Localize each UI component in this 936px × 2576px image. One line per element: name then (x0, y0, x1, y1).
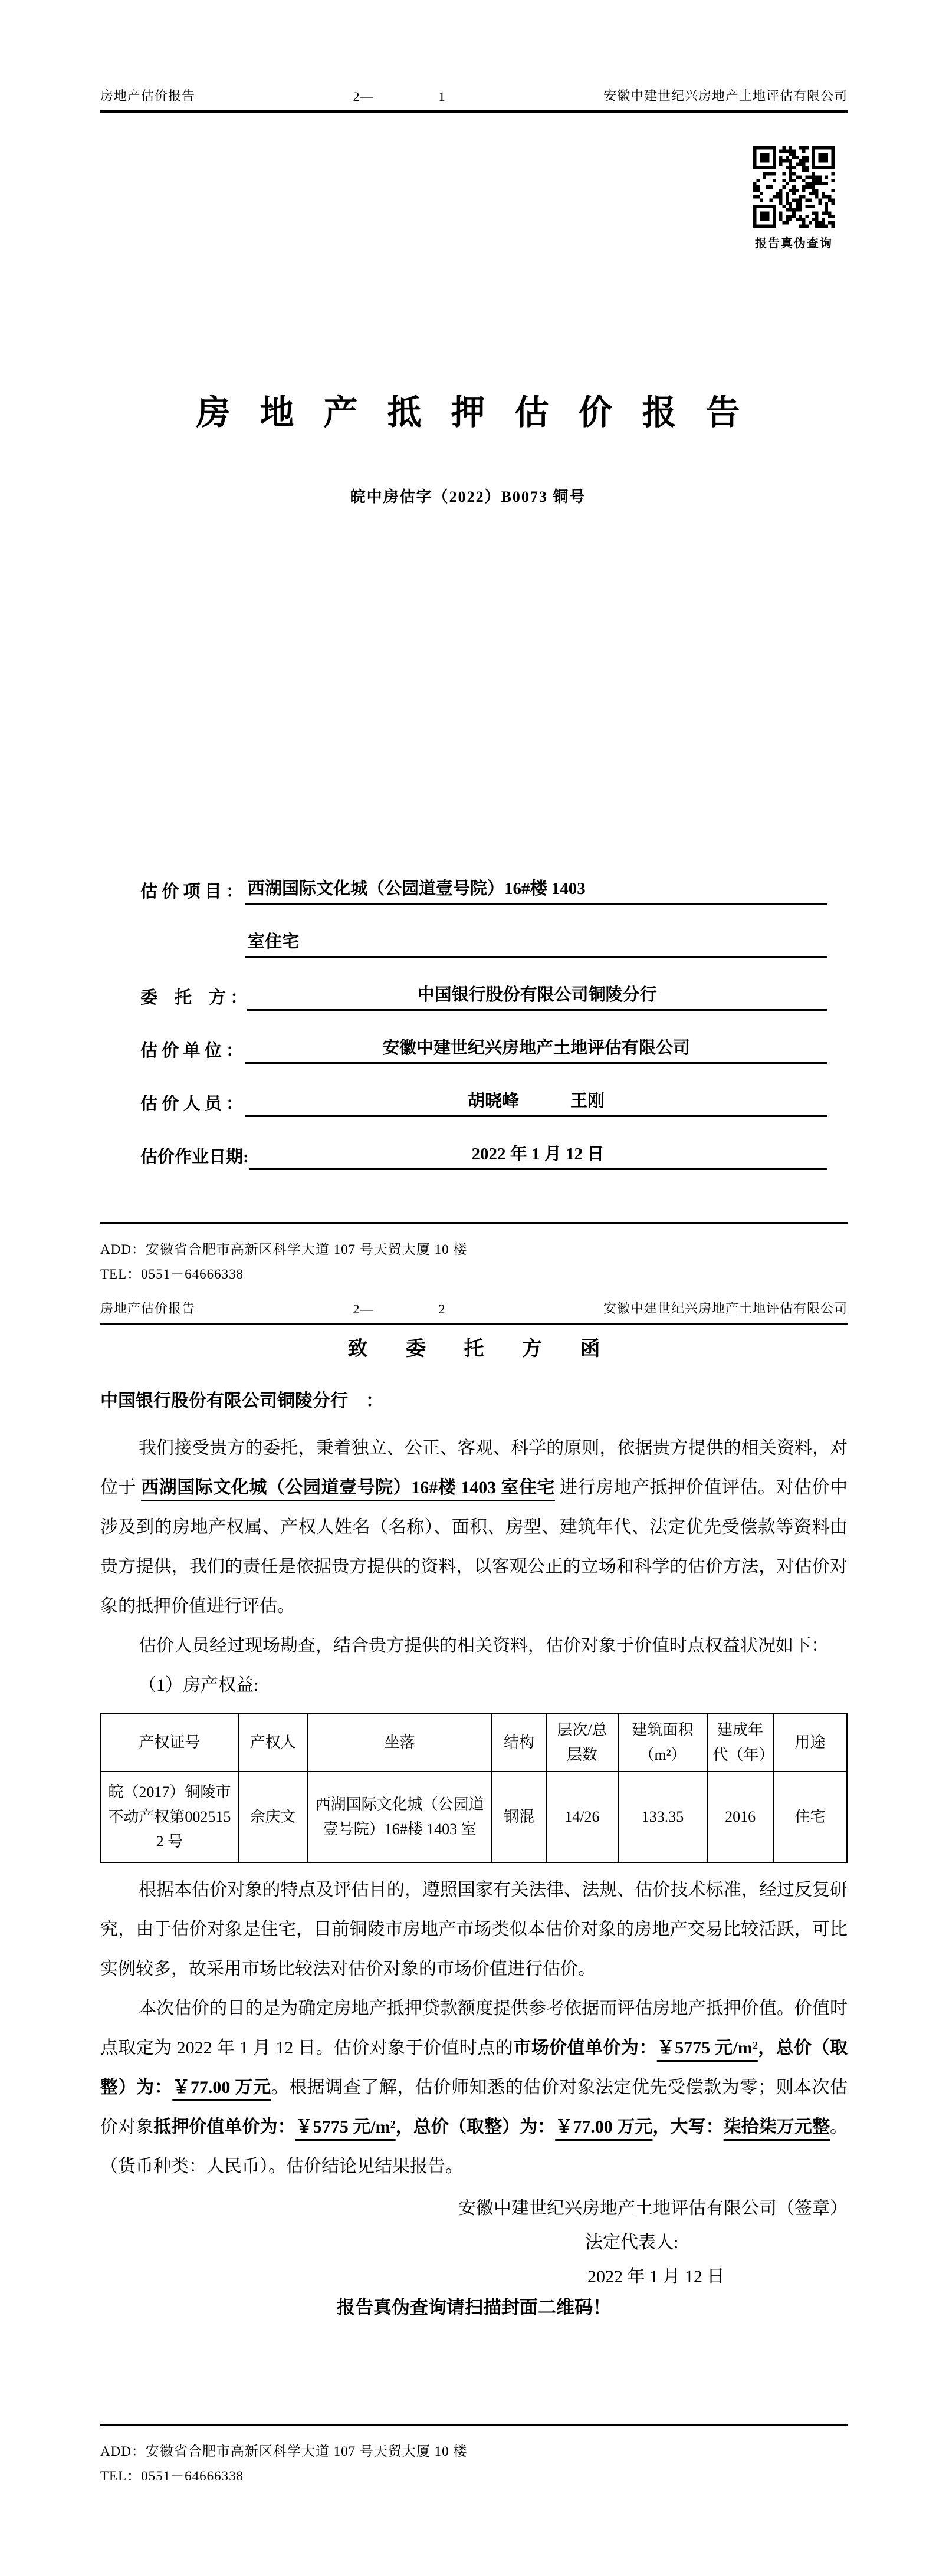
p5-text: 本次估价的目的是为确定房地产抵押贷款额度提供参考依据而评估房地产抵押价值。价值时点取定为 2022 年 1 月 12 日。估价对象于价值时点的 (100, 1999, 848, 2058)
header-page-number: 1 (438, 89, 446, 104)
page-2-letter (0, 1288, 936, 2576)
paragraph-survey: 估价人员经过现场勘查，结合贵方提供的相关资料，估价对象于价值时点权益状况如下： (139, 1636, 829, 1655)
page2-footer (100, 2424, 848, 2489)
agency-label: 估 价 单 位 ： (140, 1041, 244, 1060)
project-value-line1: 西湖国际文化城（公园道壹号院）16#楼 1403 (245, 875, 827, 905)
p5-capital-amount: 柒拾柒万元整 (723, 2117, 830, 2137)
header-page-number: 2 (438, 1302, 446, 1316)
paragraph-method: 根据本估价对象的特点及评估目的，遵照国家有关法律、法规、估价技术标准，经过反复研究，由于估价对象是住宅，目前铜陵市房地产市场类似本估价对象的房地产交易比较活跃，可比实例较多，故采用市场比较法对估价对象的市场价值进行估价。 (100, 1880, 848, 1979)
header-page-indicator (353, 1302, 446, 1317)
form-row-agency (140, 1033, 827, 1064)
p5-mortgage-unit-price: ￥5775 元/m² (295, 2117, 396, 2137)
paragraph-valuation-result (100, 1989, 848, 2186)
letter-content (100, 1332, 848, 2322)
paragraph-engagement (100, 1428, 848, 1626)
p5-total-label: ，总价（取整）为： (100, 2038, 848, 2097)
agency-value: 安徽中建世纪兴房地产土地评估有限公司 (245, 1034, 827, 1064)
signature-company: 安徽中建世纪兴房地产土地评估有限公司（签章） (458, 2199, 848, 2218)
qr-block (752, 146, 836, 251)
project-label: 估 价 项 目 ： (140, 882, 244, 901)
staff-label: 估 价 人 员 ： (140, 1095, 244, 1113)
col-structure: 结构 (492, 1714, 546, 1772)
form-row-client (140, 980, 827, 1011)
date-value: 2022 年 1 月 12 日 (249, 1141, 827, 1170)
p5-mortgage-total-price: ￥77.00 万元 (555, 2117, 653, 2137)
footer-address: ADD：安徽省合肥市高新区科学大道 107 号天贸大厦 10 楼 (100, 1242, 468, 1257)
p5-text: 。根据调查了解，估价师知悉的估价对象法定优先受偿款为零；则本次估价对象 (100, 2078, 848, 2137)
p5-mortgage-price-label: 抵押价值单价为： (153, 2117, 295, 2137)
p5-unit-price: ￥5775 元/m² (656, 2038, 758, 2058)
col-location: 坐落 (307, 1714, 491, 1772)
cell-location: 西湖国际文化城（公园道壹号院）16#楼 1403 室 (307, 1772, 491, 1862)
header-page-indicator (353, 89, 446, 104)
footer-telephone: TEL：0551－64666338 (100, 2469, 244, 2483)
report-main-title: 房地产抵押估价报告 (196, 393, 770, 432)
footer-telephone: TEL：0551－64666338 (100, 1267, 244, 1282)
paragraph-rights-heading: （1）房产权益: (139, 1675, 259, 1695)
staff-value: 胡晓峰 王刚 (245, 1087, 827, 1117)
cell-area: 133.35 (618, 1772, 708, 1862)
property-rights-table (100, 1713, 848, 1863)
p5-total-price: ￥77.00 万元 (172, 2078, 271, 2097)
p5-text: 。（货币种类：人民币）。估价结论见结果报告。 (100, 2117, 848, 2176)
addressee-line: 中国银行股份有限公司铜陵分行 ： (100, 1391, 383, 1411)
header-doc-type: 房地产估价报告 (100, 88, 196, 103)
cell-use: 住宅 (773, 1772, 847, 1862)
col-floor: 层次/总层数 (546, 1714, 618, 1772)
cell-owner: 佘庆文 (238, 1772, 308, 1862)
verification-note: 报告真伪查询请扫描封面二维码！ (337, 2297, 611, 2318)
qr-caption: 报告真伪查询 (755, 237, 833, 250)
cell-year-built: 2016 (707, 1772, 773, 1862)
footer-address: ADD：安徽省合肥市高新区科学大道 107 号天贸大厦 10 楼 (100, 2444, 468, 2459)
table-row (101, 1772, 847, 1862)
p5-capital-label: ，大写： (652, 2117, 724, 2137)
form-row-project-cont (140, 927, 827, 958)
p5-mortgage-total-label: ，总价（取整）为： (395, 2117, 556, 2137)
col-owner: 产权人 (238, 1714, 308, 1772)
p1-text: 进行房地产抵押价值评估。对估价中涉及到的房地产权属、产权人姓名（名称）、面积、房型、建筑年代、法定优先受偿款等资料由贵方提供，我们的责任是依据贵方提供的资料，以客观公正的立场和科学的估价方法，对估价对象的抵押价值进行评估。 (100, 1478, 848, 1616)
letter-title: 致 委 托 方 函 (347, 1338, 617, 1360)
cell-floor: 14/26 (546, 1772, 618, 1862)
signature-block (100, 2196, 848, 2322)
page1-running-header (100, 86, 848, 113)
header-company-name: 安徽中建世纪兴房地产土地评估有限公司 (603, 1301, 848, 1316)
signature-legal-representative: 法定代表人: (585, 2233, 679, 2252)
cover-form (140, 874, 827, 1192)
header-page-code: 2— (353, 1302, 374, 1316)
project-label-spacer (140, 955, 245, 958)
col-area: 建筑面积（m²） (618, 1714, 708, 1772)
client-value: 中国银行股份有限公司铜陵分行 (247, 981, 827, 1011)
form-row-date (140, 1139, 827, 1170)
report-number: 皖中房估字（2022）B0073 铜号 (350, 488, 586, 505)
qr-code (752, 146, 836, 228)
client-label: 委 托 方 ： (140, 988, 248, 1007)
col-use: 用途 (773, 1714, 847, 1772)
form-row-staff (140, 1086, 827, 1117)
signature-date: 2022 年 1 月 12 日 (587, 2267, 725, 2286)
col-year-built: 建成年代（年） (707, 1714, 773, 1772)
form-row-project (140, 874, 827, 905)
col-cert-no: 产权证号 (101, 1714, 238, 1772)
p5-market-price-label: 市场价值单价为： (513, 2038, 657, 2058)
page2-running-header (100, 1299, 848, 1325)
header-company-name: 安徽中建世纪兴房地产土地评估有限公司 (603, 88, 848, 103)
cell-cert-no: 皖（2017）铜陵市不动产权第0025152 号 (101, 1772, 238, 1862)
cell-structure: 钢混 (492, 1772, 546, 1862)
p1-text: 我们接受贵方的委托，秉着独立、公正、客观、科学的原则，依据贵方提供的相关资料，对位于 (100, 1438, 848, 1497)
table-header-row (101, 1714, 847, 1772)
p1-property-name: 西湖国际文化城（公园道壹号院）16#楼 1403 室住宅 (141, 1478, 555, 1497)
project-value-line2: 室住宅 (245, 928, 827, 958)
date-label: 估价作业日期: (140, 1148, 249, 1167)
page1-footer (100, 1222, 848, 1287)
header-doc-type: 房地产估价报告 (100, 1301, 196, 1316)
header-page-code: 2— (353, 89, 374, 104)
